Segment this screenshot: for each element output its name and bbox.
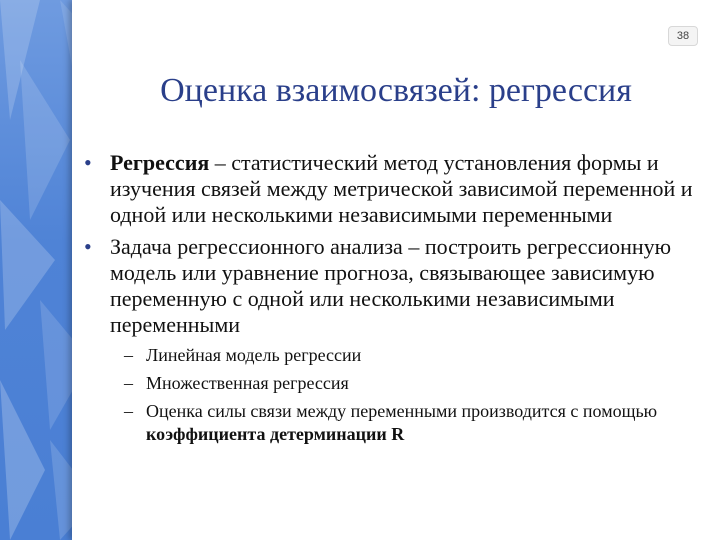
- slide-content: [84, 150, 714, 451]
- bullet-item: [84, 150, 714, 228]
- sub-bullet-text: Множественная регрессия: [146, 373, 349, 393]
- dash-icon: –: [124, 401, 133, 421]
- slide-title: Оценка взаимосвязей: регрессия: [160, 72, 632, 109]
- bullet-dot-icon: •: [84, 150, 92, 175]
- bold-term: Регрессия: [110, 150, 210, 175]
- dash-icon: –: [124, 373, 133, 393]
- bullet-text: Задача регрессионного анализа – построить регрессионную модель или уравнение прогноза, связывающее зависимую переменную с одной или несколькими независимыми переменными: [110, 234, 672, 337]
- bold-term: коэффициента детерминации R: [146, 424, 405, 444]
- sub-bullet-text: Линейная модель регрессии: [146, 345, 362, 365]
- slide-panel: [72, 0, 720, 540]
- page-number: 38: [668, 26, 698, 46]
- sub-bullet-list: [124, 344, 714, 446]
- bullet-item: [84, 234, 714, 338]
- sub-bullet-text: Оценка силы связи между переменными производится с помощью: [146, 401, 658, 421]
- sub-bullet-item: [124, 344, 714, 367]
- sub-bullet-item: [124, 400, 714, 446]
- bullet-text: – статистический метод установления формы и изучения связей между метрической зависимой переменной и одной или несколькими независимыми переменными: [110, 150, 693, 227]
- bullet-dot-icon: •: [84, 234, 92, 259]
- sub-bullet-item: [124, 372, 714, 395]
- dash-icon: –: [124, 345, 133, 365]
